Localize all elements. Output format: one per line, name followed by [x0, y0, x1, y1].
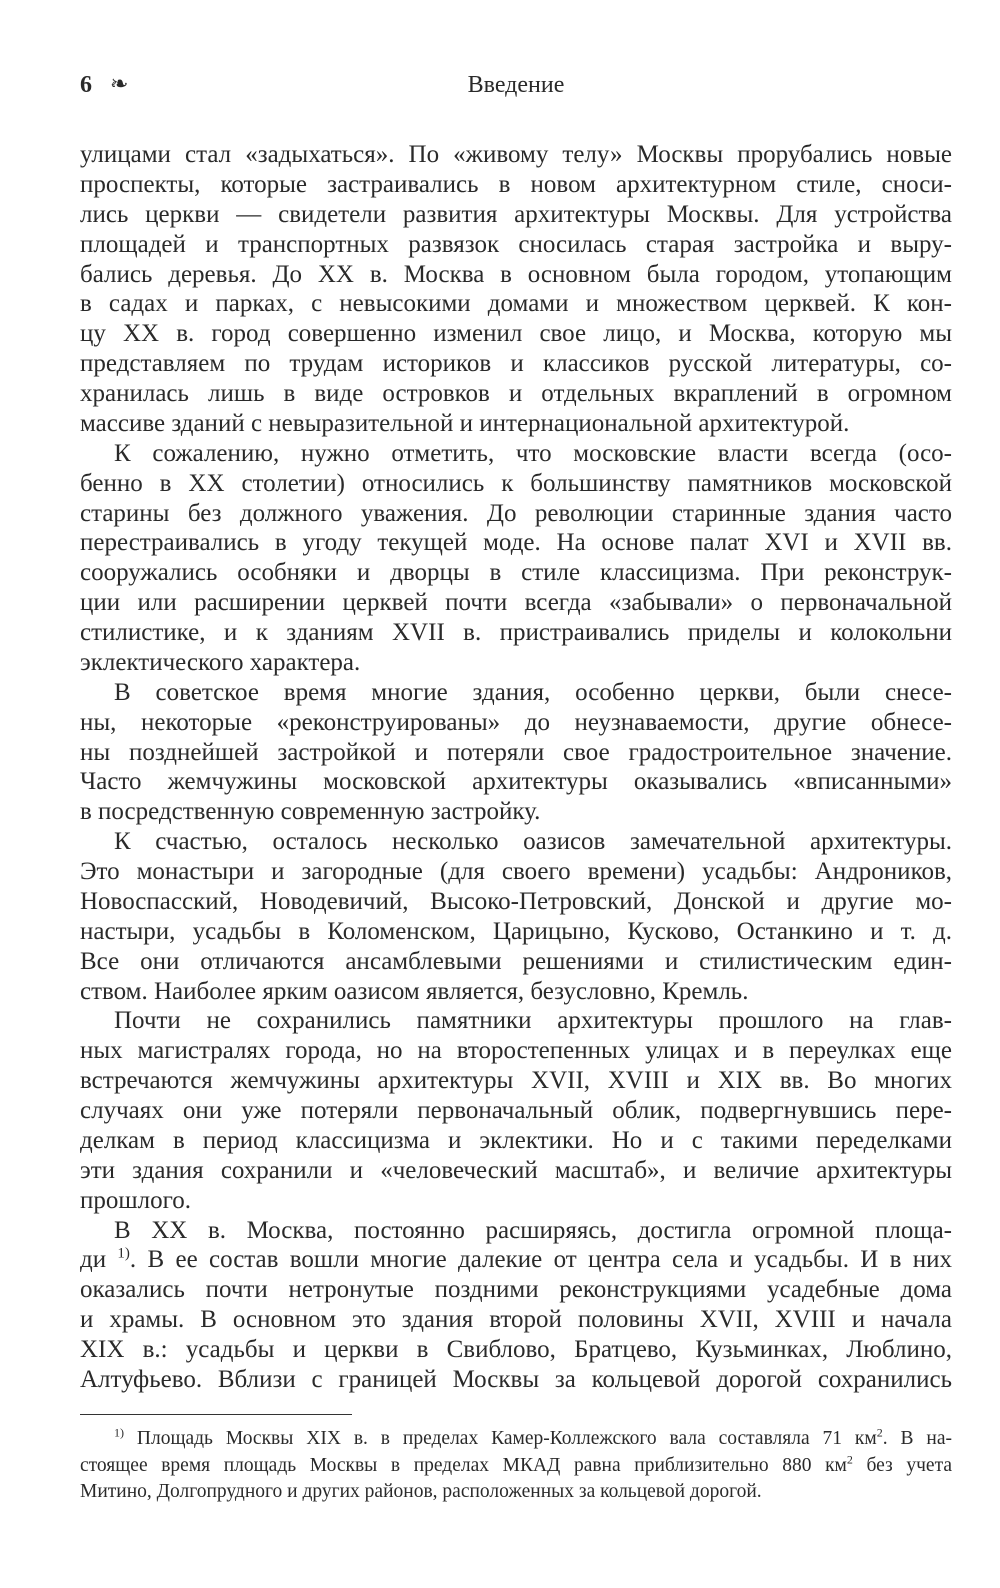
text-line: прошлого. [80, 1186, 191, 1214]
text-line: улицами стал «задыхаться». По «живому телу» Москвы прорубались новые [80, 141, 952, 168]
footnote-divider [80, 1414, 352, 1415]
text-line: площадей и транспортных развязок сносилась старая застройка и выру- [80, 230, 952, 258]
text-line: оказались почти нетронутые поздними реконструкциями усадебные дома [80, 1276, 952, 1304]
text-line: и храмы. В основном это здания второй половины XVII, XVIII и начала [80, 1306, 952, 1334]
text-line: Новоспасский, Новодевичий, Высоко-Петровский, Донской и другие мо- [80, 887, 952, 915]
footnote-reference: 2 [846, 1452, 853, 1466]
text-segment: ди [80, 1246, 118, 1274]
text-line: массиве зданий с невыразительной и интернациональной архитектурой. [80, 409, 850, 437]
paragraph [80, 140, 952, 439]
text-line: К сожалению, нужно отметить, что московские власти всегда (осо- [114, 439, 952, 467]
paragraph [80, 1216, 952, 1395]
text-line: бались деревья. До XX в. Москва в основном была городом, утопающим [80, 260, 952, 288]
text-line: цу XX в. город совершенно изменил свое лицо, и Москва, которую мы [80, 320, 952, 348]
text-line: Алтуфьево. Вблизи с границей Москвы за кольцевой дорогой сохранились [80, 1365, 952, 1393]
text-segment: . В на- [882, 1428, 952, 1449]
text-line: в посредственную современную застройку. [80, 798, 541, 826]
text-line: Все они отличаются ансамблевыми решениями и стилистическим един- [80, 947, 952, 975]
text-line: В XX в. Москва, постоянно расширяясь, достигла огромной площа- [114, 1216, 952, 1244]
text-line: бенно в XX столетии) относились к большинству памятников московской [80, 469, 952, 497]
paragraph [80, 678, 952, 827]
text-line: проспекты, которые застраивались в новом архитектурном стиле, сноси- [80, 170, 952, 198]
text-line: эти здания сохранили и «человеческий масштаб», и величие архитектуры [80, 1156, 952, 1184]
text-line: стилистике, и к зданиям XVII в. пристраивались приделы и колокольни [80, 619, 952, 646]
body-text [80, 140, 952, 1395]
fleuron-ornament-icon: ❧ [110, 71, 129, 96]
footnote-marker: 1) [114, 1425, 124, 1440]
text-line: представляем по трудам историков и классиков русской литературы, со- [80, 350, 952, 378]
text-line [80, 1453, 952, 1480]
text-line: встречаются жемчужины архитектуры XVII, XVIII и XIX вв. Во многих [80, 1067, 952, 1095]
running-title: Введение [467, 72, 565, 98]
text-line [80, 1245, 952, 1275]
text-line: в садах и парках, с невысокими домами и множеством церквей. К кон- [80, 290, 952, 318]
text-line: ством. Наиболее ярким оазисом является, безусловно, Кремль. [80, 977, 749, 1005]
text-line: В советское время многие здания, особенно церкви, были снесе- [114, 678, 952, 706]
text-line: сооружались особняки и дворцы в стиле классицизма. При реконструк- [80, 559, 952, 587]
text-line: ных магистралях города, но на второстепенных улицах и в переулках еще [80, 1037, 952, 1065]
text-line: К счастью, осталось несколько оазисов замечательной архитектуры. [114, 828, 952, 856]
text-segment: стоящее время площадь Москвы в пределах МКАД равна приблизительно 880 км [80, 1454, 847, 1476]
text-line: Часто жемчужины московской архитектуры оказывались «вписанными» [80, 768, 952, 796]
text-line: Это монастыри и загородные (для своего времени) усадьбы: Андроников, [80, 858, 952, 885]
text-segment: без учета [852, 1454, 952, 1476]
paragraph [80, 1006, 952, 1215]
footnote [80, 1426, 952, 1506]
text-line: Митино, Долгопрудного и других районов, расположенных за кольцевой дорогой. [80, 1481, 762, 1502]
page-header [80, 72, 952, 108]
text-line [80, 1426, 952, 1453]
text-line: старины без должного уважения. До революции старинные здания часто [80, 499, 952, 527]
page-number: 6 [80, 72, 92, 98]
text-line: ны, некоторые «реконструированы» до неузнаваемости, другие обнесе- [80, 708, 952, 736]
text-line: XIX в.: усадьбы и церкви в Свиблово, Братцево, Кузьминках, Люблино, [80, 1336, 952, 1363]
footnote-reference: 2 [876, 1425, 883, 1440]
text-segment: . В ее состав вошли многие далекие от центра села и усадьбы. И в них [129, 1246, 952, 1274]
paragraph [80, 439, 952, 678]
paragraph [80, 827, 952, 1006]
text-line: настыри, усадьбы в Коломенском, Царицыно, Кусково, Останкино и т. д. [80, 917, 952, 945]
text-line: хранилась лишь в виде островков и отдельных вкраплений в огромном [80, 380, 952, 407]
text-line: ции или расширении церквей почти всегда «забывали» о первоначальной [80, 589, 952, 617]
text-line: эклектического характера. [80, 648, 361, 676]
text-segment: Площадь Москвы XIX в. в пределах Камер-Коллежского вала составляла 71 км [124, 1428, 877, 1449]
footnote-reference: 1) [117, 1246, 130, 1263]
text-line: случаях они уже потеряли первоначальный облик, подвергнувшись пере- [80, 1097, 952, 1124]
text-line: делкам в период классицизма и эклектики. Но и с такими переделками [80, 1126, 952, 1154]
text-line: ны позднейшей застройкой и потеряли свое градостроительное значение. [80, 738, 952, 766]
text-line: перестраивались в угоду текущей моде. На основе палат XVI и XVII вв. [80, 529, 952, 557]
text-line: Почти не сохранились памятники архитектуры прошлого на глав- [114, 1007, 952, 1035]
text-line: лись церкви — свидетели развития архитектуры Москвы. Для устройства [80, 200, 952, 228]
